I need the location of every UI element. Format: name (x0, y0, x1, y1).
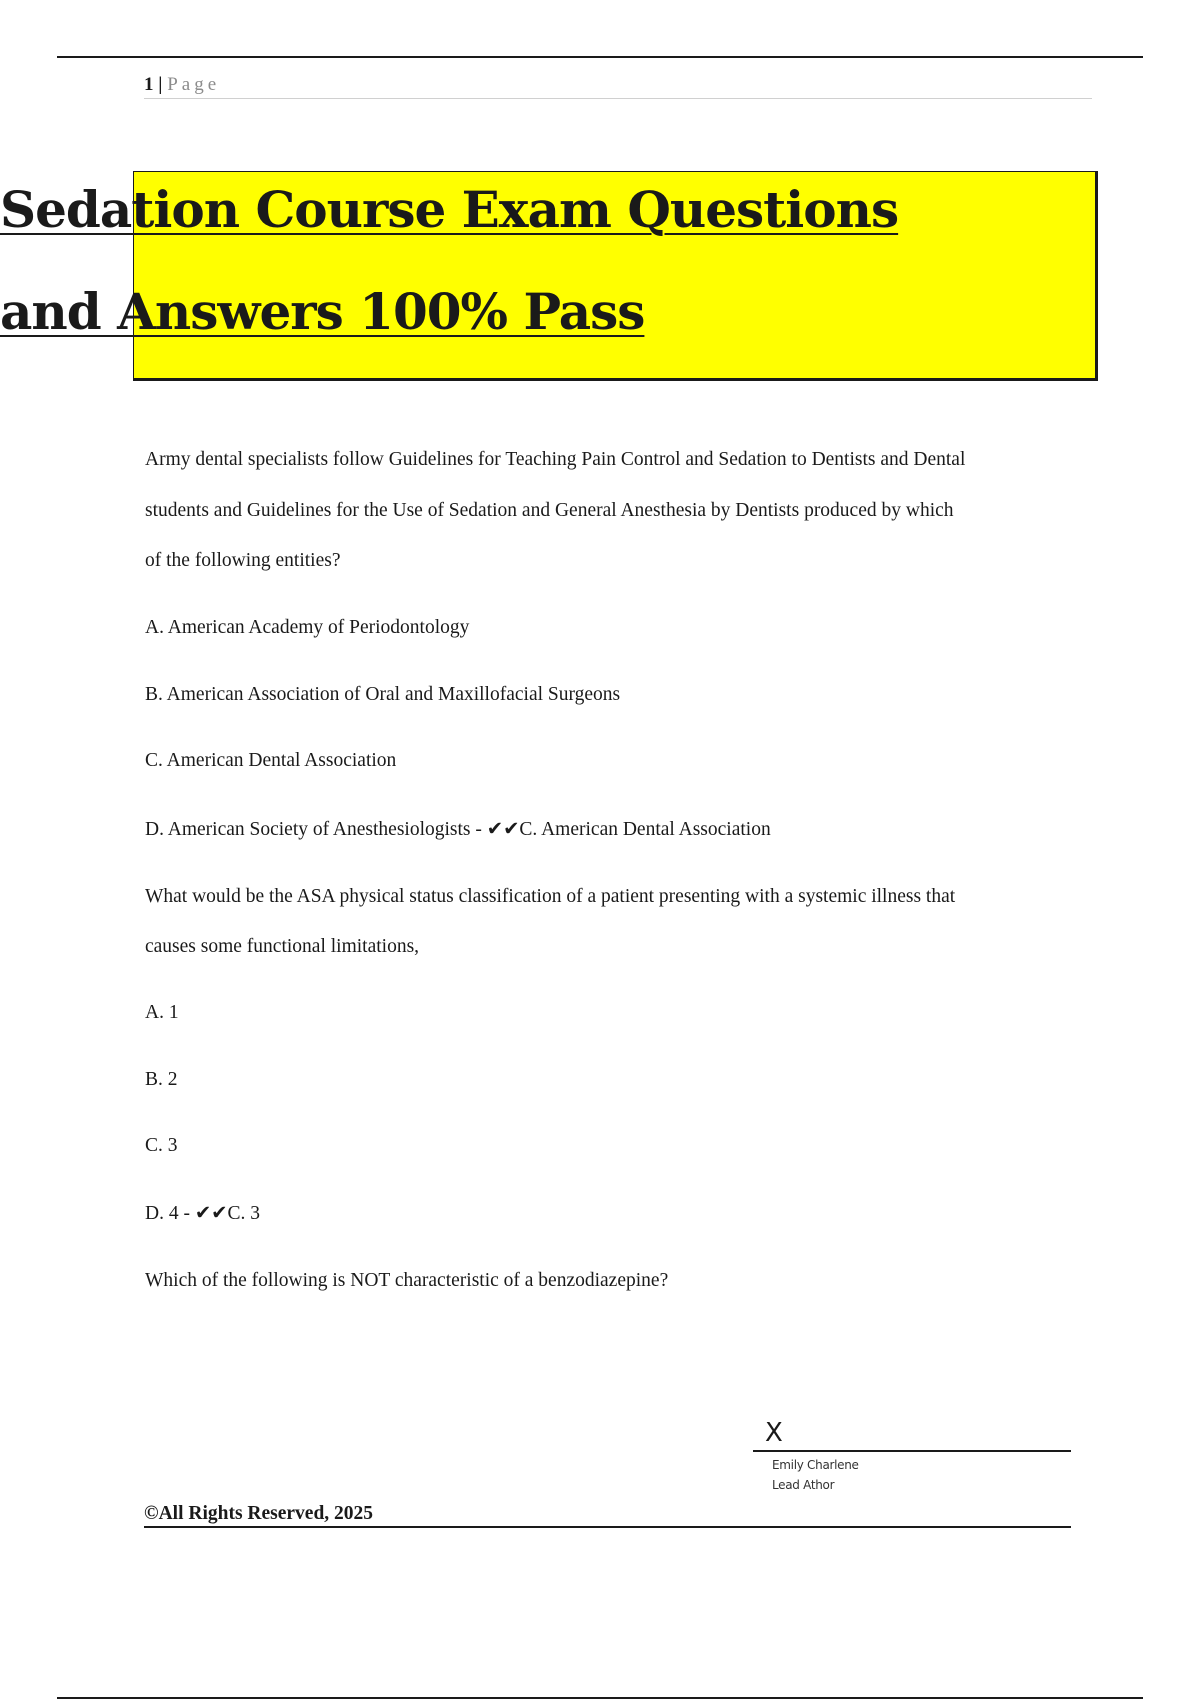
question-1-option-a: A. American Academy of Periodontology (145, 617, 470, 638)
signature-line (753, 1450, 1071, 1452)
signature-mark: X (765, 1418, 783, 1448)
footer-rule (144, 1526, 1071, 1528)
page-separator: | (158, 74, 163, 95)
question-2-option-a: A. 1 (145, 1002, 179, 1023)
bottom-page-rule (57, 1697, 1143, 1699)
page-number: 1 (144, 74, 154, 95)
top-page-rule (57, 56, 1143, 58)
question-1-option-c: C. American Dental Association (145, 750, 397, 771)
title-line-2: and Answers 100% Pass (0, 282, 645, 341)
page-header (144, 72, 1092, 99)
question-2-option-b: B. 2 (145, 1069, 178, 1090)
question-1-option-d-answer: D. American Society of Anesthesiologists - ✔✔C. American Dental Association (145, 819, 771, 840)
signature-name: Emily Charlene (772, 1458, 859, 1472)
question-2-option-c: C. 3 (145, 1135, 178, 1156)
question-3-stem-line-1: Which of the following is NOT characteristic of a benzodiazepine? (145, 1270, 669, 1291)
question-1-option-b: B. American Association of Oral and Maxillofacial Surgeons (145, 684, 621, 705)
signature-role: Lead Athor (772, 1478, 835, 1492)
title-line-1: Sedation Course Exam Questions (0, 180, 899, 239)
question-2-stem-line-2: causes some functional limitations, (145, 936, 420, 957)
question-1-stem-line-3: of the following entities? (145, 550, 341, 571)
question-2-option-d-answer: D. 4 - ✔✔C. 3 (145, 1203, 261, 1224)
question-2-stem-line-1: What would be the ASA physical status classification of a patient presenting with a systemic illness that (145, 886, 956, 907)
question-1-stem-line-2: students and Guidelines for the Use of Sedation and General Anesthesia by Dentists produced by which (145, 500, 954, 521)
question-1-stem-line-1: Army dental specialists follow Guidelines for Teaching Pain Control and Sedation to Dentists and Dental (145, 449, 966, 470)
footer-copyright: ©All Rights Reserved, 2025 (144, 1503, 374, 1524)
page-word: Page (167, 74, 221, 95)
